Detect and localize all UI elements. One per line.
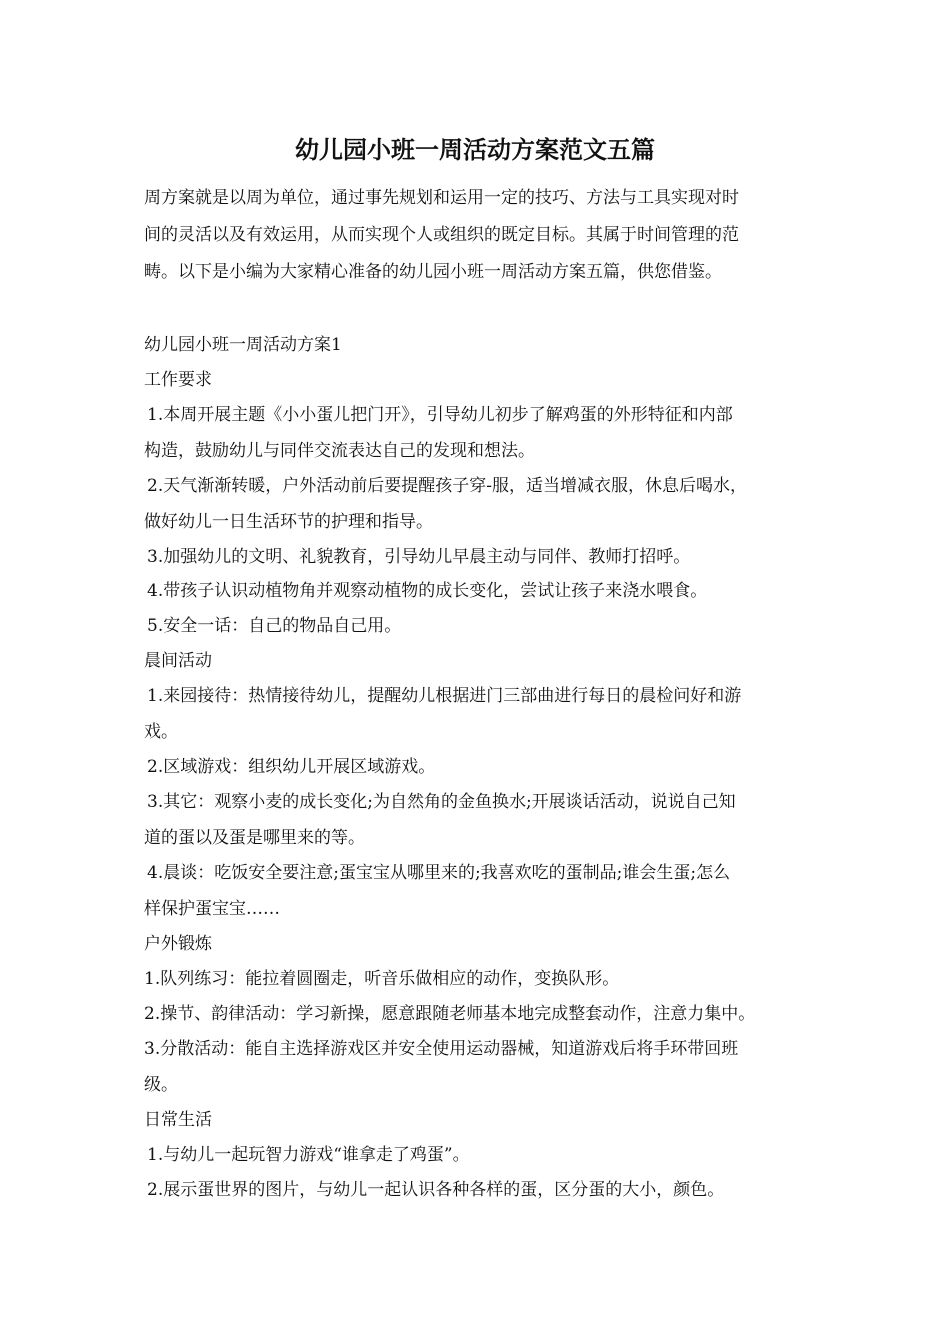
paragraph-line: 2.天气渐渐转暖，户外活动前后要提醒孩子穿-服，适当增减衣服，休息后喝水， [147,476,747,496]
paragraph-line: 1.队列练习：能拉着圆圈走，听音乐做相应的动作，变换队形。 [144,969,620,989]
subheading-morning-activities: 晨间活动 [144,651,212,671]
document-title: 幼儿园小班一周活动方案范文五篇 [295,135,655,164]
paragraph-line: 样保护蛋宝宝…… [144,899,280,919]
paragraph-line: 道的蛋以及蛋是哪里来的等。 [144,828,365,848]
paragraph-line: 做好幼儿一日生活环节的护理和指导。 [144,512,433,532]
section-heading: 幼儿园小班一周活动方案1 [144,335,342,355]
paragraph-line: 级。 [144,1075,178,1095]
paragraph-line: 1.与幼儿一起玩智力游戏“谁拿走了鸡蛋”。 [147,1145,470,1165]
subheading-daily-life: 日常生活 [144,1110,212,1130]
subheading-work-requirements: 工作要求 [144,370,212,390]
paragraph-line: 戏。 [144,722,178,742]
paragraph-line: 3.加强幼儿的文明、礼貌教育，引导幼儿早晨主动与同伴、教师打招呼。 [147,547,691,567]
paragraph-line: 1.本周开展主题《小小蛋儿把门开》，引导幼儿初步了解鸡蛋的外形特征和内部 [147,405,733,425]
subheading-outdoor-exercise: 户外锻炼 [144,934,212,954]
paragraph-line: 5.安全一话：自己的物品自己用。 [147,616,402,636]
paragraph-line: 3.分散活动：能自主选择游戏区并安全使用运动器械，知道游戏后将手环带回班 [144,1039,739,1059]
paragraph-line: 1.来园接待：热情接待幼儿，提醒幼儿根据进门三部曲进行每日的晨检问好和游 [147,686,742,706]
paragraph-line: 构造，鼓励幼儿与同伴交流表达自己的发现和想法。 [144,441,535,461]
intro-line-1: 周方案就是以周为单位，通过事先规划和运用一定的技巧、方法与工具实现对时 [144,188,739,208]
paragraph-line: 4.带孩子认识动植物角并观察动植物的成长变化，尝试让孩子来浇水喂食。 [147,581,708,601]
paragraph-line: 4.晨谈：吃饭安全要注意;蛋宝宝从哪里来的;我喜欢吃的蛋制品;谁会生蛋;怎么 [147,863,731,883]
intro-line-3: 畴。以下是小编为大家精心准备的幼儿园小班一周活动方案五篇，供您借鉴。 [144,262,722,282]
paragraph-line: 2.区域游戏：组织幼儿开展区域游戏。 [147,757,436,777]
paragraph-line: 2.操节、韵律活动：学习新操，愿意跟随老师基本地完成整套动作，注意力集中。 [144,1004,756,1024]
intro-line-2: 间的灵活以及有效运用，从而实现个人或组织的既定目标。其属于时间管理的范 [144,225,739,245]
paragraph-line: 2.展示蛋世界的图片，与幼儿一起认识各种各样的蛋，区分蛋的大小，颜色。 [147,1180,725,1200]
paragraph-line: 3.其它：观察小麦的成长变化;为自然角的金鱼换水;开展谈话活动，说说自己知 [147,792,736,812]
